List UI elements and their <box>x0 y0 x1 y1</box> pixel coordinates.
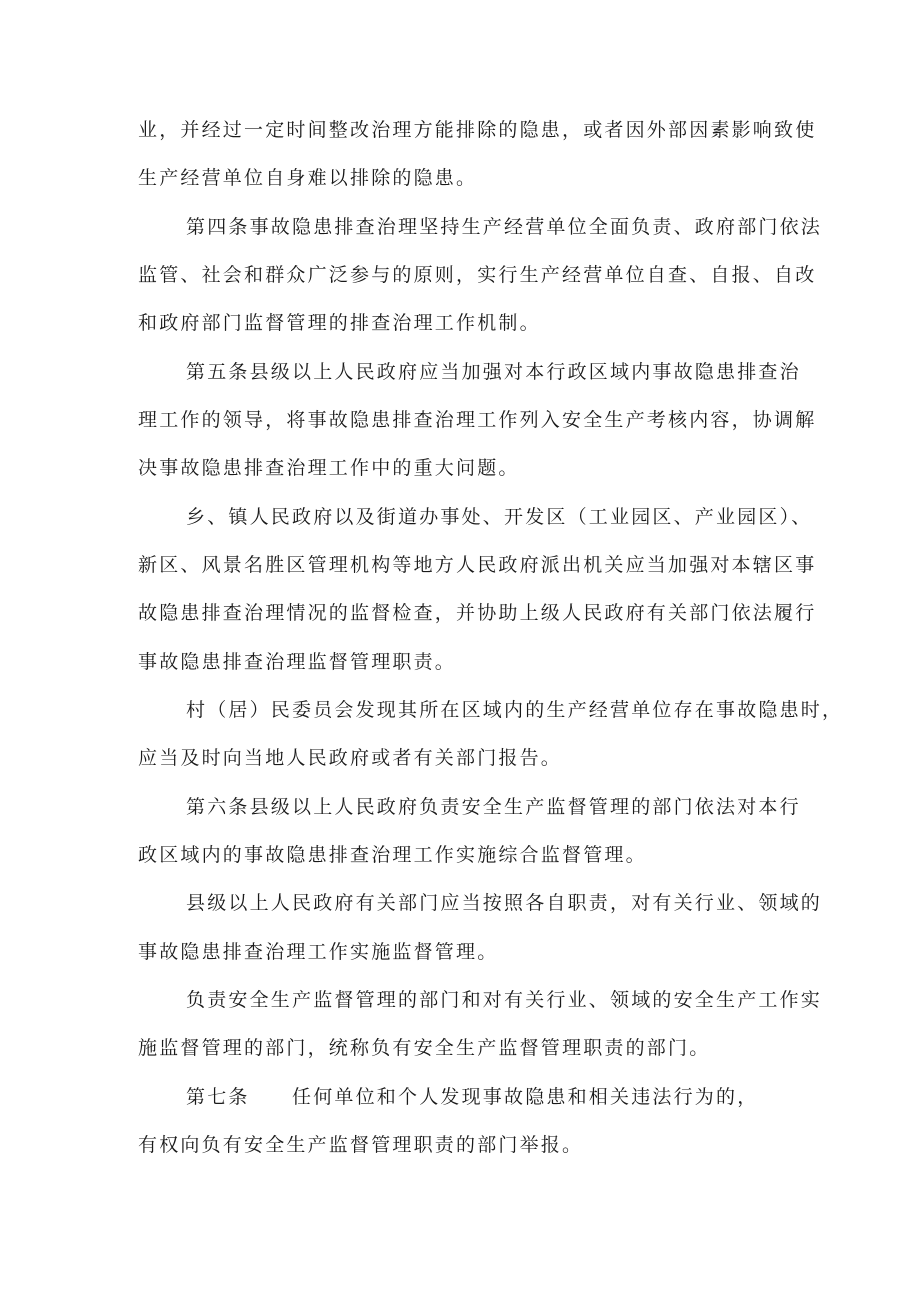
text-line: 新区、风景名胜区管理机构等地方人民政府派出机关应当加强对本辖区事 <box>138 554 817 576</box>
text-line: 故隐患排查治理情况的监督检查，并协助上级人民政府有关部门依法履行 <box>138 602 817 624</box>
text-line: 政区域内的事故隐患排查治理工作实施综合监督管理。 <box>138 844 647 866</box>
text-line: 应当及时向当地人民政府或者有关部门报告。 <box>138 747 563 769</box>
text-line: 业，并经过一定时间整改治理方能排除的隐患，或者因外部因素影响致使 <box>138 119 817 141</box>
text-line: 理工作的领导，将事故隐患排查治理工作列入安全生产考核内容，协调解 <box>138 409 817 431</box>
text-line: 监管、社会和群众广泛参与的原则，实行生产经营单位自查、自报、自改 <box>138 264 817 286</box>
paragraph-township: 乡、镇人民政府以及街道办事处、开发区（工业园区、产业园区）、 <box>186 506 813 528</box>
paragraph-article-6: 第六条县级以上人民政府负责安全生产监督管理的部门依法对本行 <box>186 796 801 818</box>
paragraph-article-5: 第五条县级以上人民政府应当加强对本行政区域内事故隐患排查治 <box>186 361 801 383</box>
text-line: 和政府部门监督管理的排查治理工作机制。 <box>138 312 541 334</box>
text-line: 事故隐患排查治理监督管理职责。 <box>138 651 457 673</box>
text-line: 决事故隐患排查治理工作中的重大问题。 <box>138 457 520 479</box>
text-line: 施监督管理的部门，统称负有安全生产监督管理职责的部门。 <box>138 1037 711 1059</box>
text-line: 生产经营单位自身难以排除的隐患。 <box>138 167 478 189</box>
text-line: 有权向负有安全生产监督管理职责的部门举报。 <box>138 1134 584 1156</box>
paragraph-village: 村（居）民委员会发现其所在区域内的生产经营单位存在事故隐患时， <box>186 699 844 721</box>
paragraph-county-departments: 县级以上人民政府有关部门应当按照各自职责，对有关行业、领域的 <box>186 892 823 914</box>
text-line: 事故隐患排查治理工作实施监督管理。 <box>138 941 499 963</box>
paragraph-responsible-departments: 负责安全生产监督管理的部门和对有关行业、领域的安全生产工作实 <box>186 989 823 1011</box>
paragraph-article-4: 第四条事故隐患排查治理坚持生产经营单位全面负责、政府部门依法 <box>186 216 823 238</box>
paragraph-article-7: 第七条 任何单位和个人发现事故隐患和相关违法行为的， <box>186 1086 759 1108</box>
